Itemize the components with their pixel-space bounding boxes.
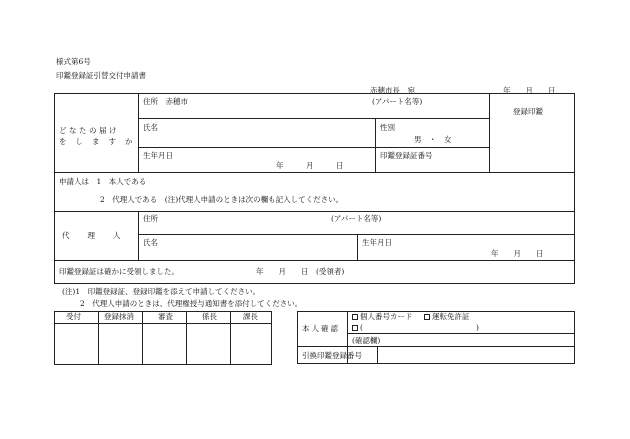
- office-header-deregistration: 登録抹消: [104, 312, 134, 321]
- divider: [54, 323, 272, 324]
- divider: [377, 346, 378, 364]
- divider: [230, 311, 231, 365]
- form-title: 印鑑登録証引替交付申請書: [56, 71, 146, 80]
- divider: [54, 260, 575, 261]
- request-line2: 2 代理人である (注)代理人申請のときは次の欄も記入してください。: [100, 195, 344, 204]
- receipt-text: 印鑑登録証は確かに受領しました。: [59, 267, 179, 276]
- proxy-birth-label: 生年月日: [362, 238, 392, 247]
- license-checkbox[interactable]: [424, 314, 430, 320]
- request-line1: 申請人は 1 本人である: [59, 177, 147, 186]
- divider: [138, 93, 139, 172]
- divider: [138, 118, 489, 119]
- applicant-birth-label: 生年月日: [143, 151, 173, 160]
- applicant-address-label: 住所 赤穂市: [143, 97, 188, 106]
- header-date: 年 月 日: [503, 86, 556, 95]
- gender-label: 性別: [380, 123, 395, 132]
- form-number: 様式第6号: [56, 57, 91, 66]
- exchange-number-label: 引換印鑑登録番号: [302, 351, 362, 360]
- office-header-chief: 係長: [202, 312, 217, 321]
- note-2: 2 代理人申請のときは、代理権授与通知書を添付してください。: [80, 299, 303, 308]
- option-drivers-license: 運転免許証: [424, 313, 470, 321]
- mynumber-checkbox[interactable]: [352, 314, 358, 320]
- applicant-label-line2: をしますか: [59, 137, 142, 146]
- proxy-birth-format: 年 月 日: [491, 249, 544, 258]
- divider: [347, 333, 575, 334]
- office-header-review: 審査: [158, 312, 173, 321]
- applicant-birth-format: 年 月 日: [276, 161, 344, 170]
- divider: [54, 172, 575, 173]
- cert-number-label: 印鑑登録証番号: [380, 151, 433, 160]
- office-header-manager: 課長: [243, 312, 258, 321]
- proxy-address-label: 住所: [143, 214, 158, 223]
- divider: [489, 93, 490, 172]
- applicant-apartment-label: (アパート名等): [372, 97, 423, 106]
- addressee: 赤穂市長 宛: [370, 86, 415, 95]
- registered-seal-label: 登録印鑑: [513, 107, 543, 116]
- divider: [98, 311, 99, 365]
- gender-options: 男 ・ 女: [414, 135, 452, 144]
- receipt-date: 年 月 日 (受領者): [256, 267, 345, 276]
- proxy-label: 代理人: [62, 231, 139, 240]
- applicant-label-line1: どなたの届け: [59, 126, 119, 135]
- option-mynumber-card: 個人番号カード: [352, 313, 413, 321]
- proxy-apartment-label: (アパート名等): [331, 214, 382, 223]
- divider: [357, 234, 358, 260]
- office-header-reception: 受付: [66, 312, 81, 321]
- option-other: (: [352, 324, 363, 332]
- proxy-name-label: 氏名: [143, 238, 158, 247]
- divider: [54, 211, 575, 212]
- divider: [297, 346, 575, 347]
- check-field-label: (確認欄): [352, 336, 381, 345]
- applicant-name-label: 氏名: [143, 123, 158, 132]
- divider: [138, 147, 489, 148]
- option-other-close: ): [476, 323, 479, 332]
- verification-label: 本人確認: [302, 324, 340, 333]
- note-1: (注)1 印鑑登録証、登録印鑑を添えて申請してください。: [62, 287, 261, 296]
- other-checkbox[interactable]: [352, 325, 358, 331]
- divider: [186, 311, 187, 365]
- divider: [142, 311, 143, 365]
- divider: [375, 118, 376, 172]
